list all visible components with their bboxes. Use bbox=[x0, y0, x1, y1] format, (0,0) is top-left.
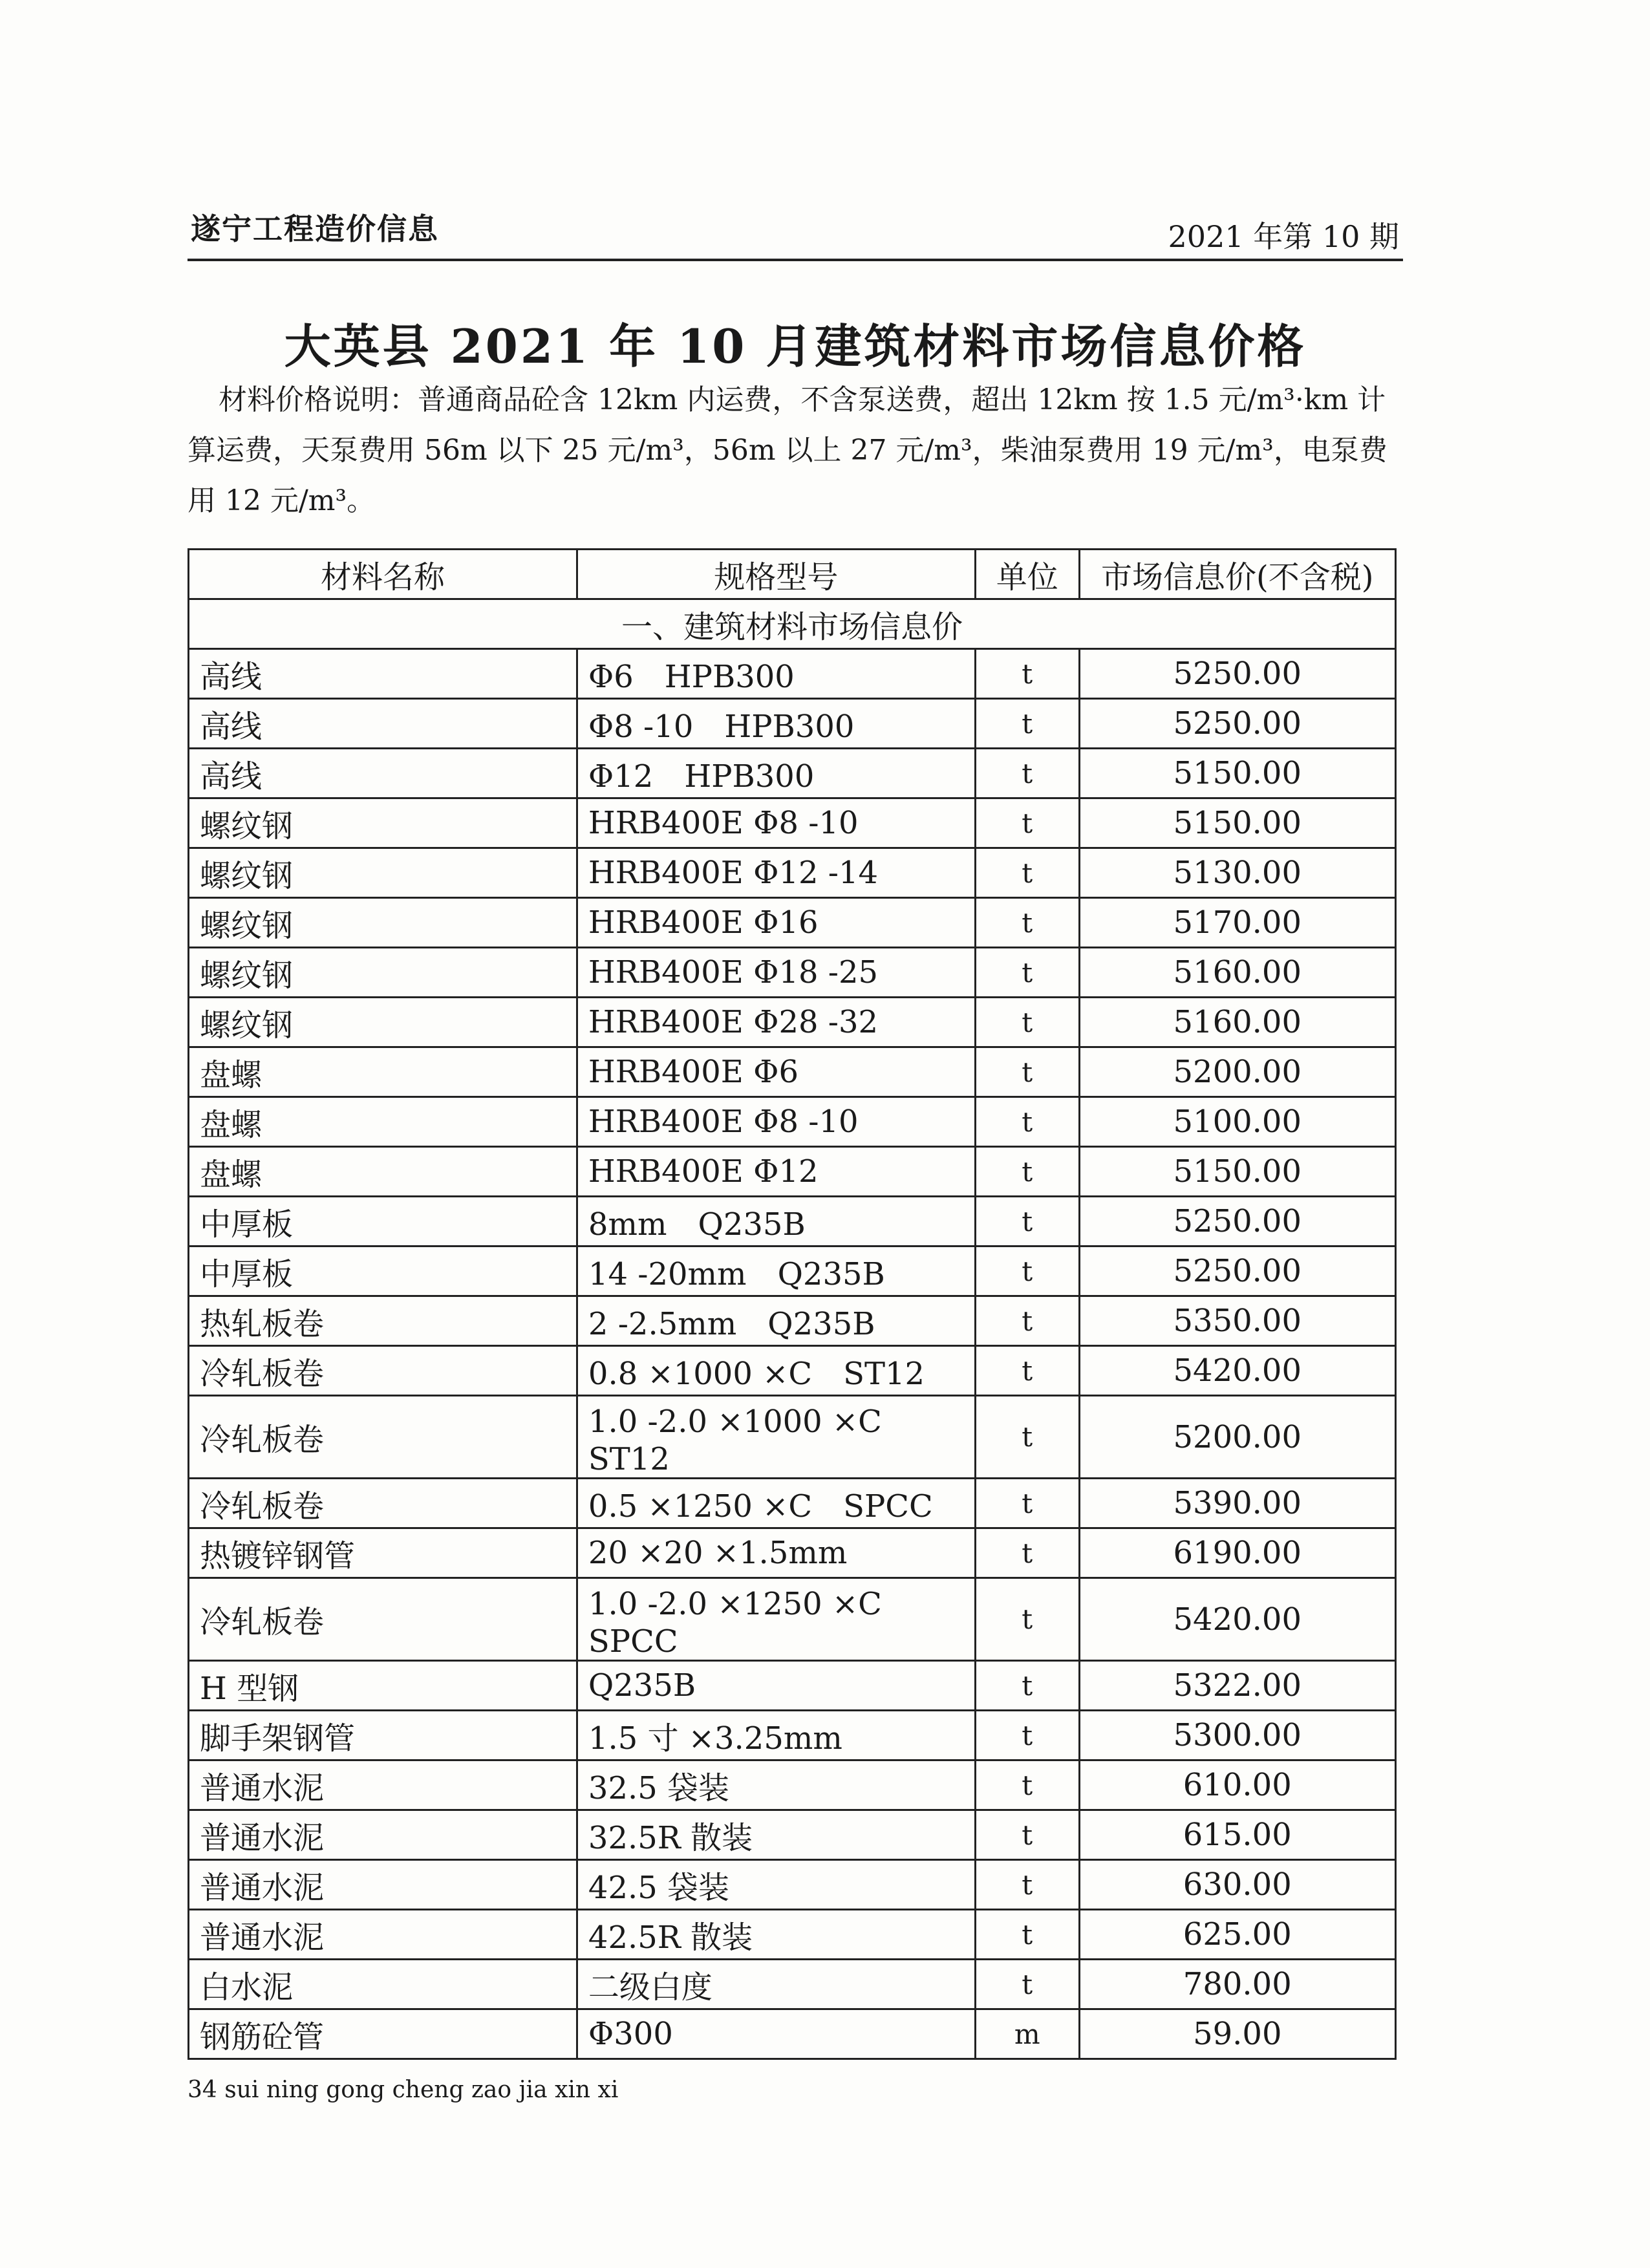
material-price: 625.00 bbox=[1079, 1910, 1395, 1960]
column-header-unit: 单位 bbox=[975, 550, 1079, 599]
material-name: 盘螺 bbox=[189, 1097, 577, 1147]
material-unit: t bbox=[975, 1147, 1079, 1197]
material-price: 5170.00 bbox=[1079, 898, 1395, 948]
material-name: 普通水泥 bbox=[189, 1810, 577, 1860]
material-spec: 2 -2.5mm Q235B bbox=[577, 1296, 975, 1346]
column-header-spec: 规格型号 bbox=[577, 550, 975, 599]
material-price: 5160.00 bbox=[1079, 948, 1395, 998]
table-row bbox=[189, 1147, 1396, 1197]
material-unit: t bbox=[975, 1760, 1079, 1810]
table-row bbox=[189, 1246, 1396, 1296]
table-row bbox=[189, 848, 1396, 898]
price-table bbox=[188, 548, 1397, 2060]
table-row bbox=[189, 1711, 1396, 1760]
material-name: 高线 bbox=[189, 649, 577, 699]
material-unit: t bbox=[975, 649, 1079, 699]
material-name: 盘螺 bbox=[189, 1047, 577, 1097]
material-price: 5300.00 bbox=[1079, 1711, 1395, 1760]
material-spec: Φ6 HPB300 bbox=[577, 649, 975, 699]
material-name: 白水泥 bbox=[189, 1960, 577, 2009]
material-unit: t bbox=[975, 1246, 1079, 1296]
material-price: 5390.00 bbox=[1079, 1479, 1395, 1528]
material-price: 59.00 bbox=[1079, 2009, 1395, 2059]
material-price: 630.00 bbox=[1079, 1860, 1395, 1910]
material-name: 热镀锌钢管 bbox=[189, 1528, 577, 1578]
material-spec: 32.5 袋装 bbox=[577, 1760, 975, 1810]
material-price: 5350.00 bbox=[1079, 1296, 1395, 1346]
table-row bbox=[189, 1296, 1396, 1346]
material-price: 5100.00 bbox=[1079, 1097, 1395, 1147]
material-unit: t bbox=[975, 1810, 1079, 1860]
table-row bbox=[189, 798, 1396, 848]
material-name: 热轧板卷 bbox=[189, 1296, 577, 1346]
material-price: 5420.00 bbox=[1079, 1578, 1395, 1661]
material-spec: HRB400E Φ28 -32 bbox=[577, 998, 975, 1047]
table-row bbox=[189, 1960, 1396, 2009]
material-spec: 1.0 -2.0 ×1250 ×C SPCC bbox=[577, 1578, 975, 1661]
material-name: 普通水泥 bbox=[189, 1760, 577, 1810]
table-header-row bbox=[189, 550, 1396, 599]
material-spec: HRB400E Φ8 -10 bbox=[577, 1097, 975, 1147]
table-row bbox=[189, 1396, 1396, 1479]
material-spec: 32.5R 散装 bbox=[577, 1810, 975, 1860]
material-unit: t bbox=[975, 848, 1079, 898]
material-spec: Φ12 HPB300 bbox=[577, 749, 975, 798]
material-name: 冷轧板卷 bbox=[189, 1346, 577, 1396]
material-spec: 0.5 ×1250 ×C SPCC bbox=[577, 1479, 975, 1528]
material-unit: t bbox=[975, 1661, 1079, 1711]
material-name: 高线 bbox=[189, 699, 577, 749]
material-spec: HRB400E Φ8 -10 bbox=[577, 798, 975, 848]
table-row bbox=[189, 948, 1396, 998]
table-row bbox=[189, 1810, 1396, 1860]
table-row bbox=[189, 1097, 1396, 1147]
material-unit: t bbox=[975, 1396, 1079, 1479]
material-name: 螺纹钢 bbox=[189, 948, 577, 998]
page-title: 大英县 2021 年 10 月建筑材料市场信息价格 bbox=[284, 319, 1307, 374]
material-price: 5150.00 bbox=[1079, 1147, 1395, 1197]
table-row bbox=[189, 1528, 1396, 1578]
material-spec: 20 ×20 ×1.5mm bbox=[577, 1528, 975, 1578]
material-unit: t bbox=[975, 1097, 1079, 1147]
material-spec: HRB400E Φ12 -14 bbox=[577, 848, 975, 898]
material-unit: t bbox=[975, 1479, 1079, 1528]
material-name: 中厚板 bbox=[189, 1197, 577, 1246]
table-row bbox=[189, 1578, 1396, 1661]
table-row bbox=[189, 898, 1396, 948]
header-publication: 遂宁工程造价信息 bbox=[191, 211, 439, 246]
header-issue: 2021 年第 10 期 bbox=[1168, 219, 1399, 254]
material-spec: 8mm Q235B bbox=[577, 1197, 975, 1246]
material-spec: 42.5 袋装 bbox=[577, 1860, 975, 1910]
material-name: 普通水泥 bbox=[189, 1910, 577, 1960]
material-price: 5250.00 bbox=[1079, 699, 1395, 749]
price-note: 材料价格说明：普通商品砼含 12km 内运费，不含泵送费，超出 12km 按 1.5 元/m³·km 计算运费，天泵费用 56m 以下 25 元/m³，56m 以上 27 元/m³，柴油泵费用 19 元/m³，电泵费用 12 元/m³。 bbox=[188, 383, 1388, 517]
material-spec: 0.8 ×1000 ×C ST12 bbox=[577, 1346, 975, 1396]
material-price: 615.00 bbox=[1079, 1810, 1395, 1860]
material-spec: 42.5R 散装 bbox=[577, 1910, 975, 1960]
material-price: 5130.00 bbox=[1079, 848, 1395, 898]
material-spec: 二级白度 bbox=[577, 1960, 975, 2009]
table-row bbox=[189, 699, 1396, 749]
material-unit: t bbox=[975, 1296, 1079, 1346]
material-price: 5250.00 bbox=[1079, 1197, 1395, 1246]
material-name: 脚手架钢管 bbox=[189, 1711, 577, 1760]
material-name: 螺纹钢 bbox=[189, 898, 577, 948]
table-row bbox=[189, 749, 1396, 798]
material-unit: t bbox=[975, 998, 1079, 1047]
table-row bbox=[189, 1197, 1396, 1246]
material-unit: t bbox=[975, 1047, 1079, 1097]
material-price: 780.00 bbox=[1079, 1960, 1395, 2009]
material-unit: t bbox=[975, 699, 1079, 749]
material-name: 螺纹钢 bbox=[189, 998, 577, 1047]
material-unit: t bbox=[975, 1711, 1079, 1760]
material-spec: Q235B bbox=[577, 1661, 975, 1711]
table-row bbox=[189, 1760, 1396, 1810]
material-price: 5250.00 bbox=[1079, 649, 1395, 699]
material-name: 冷轧板卷 bbox=[189, 1578, 577, 1661]
material-unit: t bbox=[975, 798, 1079, 848]
material-unit: t bbox=[975, 1578, 1079, 1661]
material-spec: 1.5 寸 ×3.25mm bbox=[577, 1711, 975, 1760]
material-price: 5200.00 bbox=[1079, 1396, 1395, 1479]
table-row bbox=[189, 998, 1396, 1047]
material-spec: HRB400E Φ12 bbox=[577, 1147, 975, 1197]
material-price: 5160.00 bbox=[1079, 998, 1395, 1047]
table-row bbox=[189, 649, 1396, 699]
material-spec: HRB400E Φ18 -25 bbox=[577, 948, 975, 998]
material-name: 中厚板 bbox=[189, 1246, 577, 1296]
table-row bbox=[189, 1346, 1396, 1396]
section-row bbox=[189, 599, 1396, 649]
material-unit: t bbox=[975, 1910, 1079, 1960]
material-name: 螺纹钢 bbox=[189, 798, 577, 848]
material-spec: Φ300 bbox=[577, 2009, 975, 2059]
material-name: 普通水泥 bbox=[189, 1860, 577, 1910]
material-name: 冷轧板卷 bbox=[189, 1479, 577, 1528]
material-price: 5420.00 bbox=[1079, 1346, 1395, 1396]
material-unit: t bbox=[975, 1960, 1079, 2009]
material-spec: 14 -20mm Q235B bbox=[577, 1246, 975, 1296]
material-price: 5150.00 bbox=[1079, 798, 1395, 848]
header-rule bbox=[188, 259, 1403, 261]
material-spec: HRB400E Φ16 bbox=[577, 898, 975, 948]
material-unit: t bbox=[975, 1860, 1079, 1910]
material-name: 螺纹钢 bbox=[189, 848, 577, 898]
table-row bbox=[189, 1479, 1396, 1528]
column-header-price: 市场信息价(不含税) bbox=[1079, 550, 1395, 599]
material-unit: t bbox=[975, 1528, 1079, 1578]
column-header-name: 材料名称 bbox=[189, 550, 577, 599]
material-unit: m bbox=[975, 2009, 1079, 2059]
table-row bbox=[189, 1661, 1396, 1711]
material-price: 5250.00 bbox=[1079, 1246, 1395, 1296]
material-name: 钢筋砼管 bbox=[189, 2009, 577, 2059]
material-name: H 型钢 bbox=[189, 1661, 577, 1711]
material-spec: HRB400E Φ6 bbox=[577, 1047, 975, 1097]
material-price: 5150.00 bbox=[1079, 749, 1395, 798]
page-footer: 34 sui ning gong cheng zao jia xin xi bbox=[188, 2077, 619, 2103]
material-unit: t bbox=[975, 749, 1079, 798]
material-unit: t bbox=[975, 898, 1079, 948]
material-spec: 1.0 -2.0 ×1000 ×C ST12 bbox=[577, 1396, 975, 1479]
material-price: 5200.00 bbox=[1079, 1047, 1395, 1097]
table-row bbox=[189, 1910, 1396, 1960]
section-title: 一、建筑材料市场信息价 bbox=[189, 599, 1396, 649]
material-name: 盘螺 bbox=[189, 1147, 577, 1197]
material-name: 高线 bbox=[189, 749, 577, 798]
material-unit: t bbox=[975, 1197, 1079, 1246]
material-unit: t bbox=[975, 1346, 1079, 1396]
material-price: 610.00 bbox=[1079, 1760, 1395, 1810]
material-name: 冷轧板卷 bbox=[189, 1396, 577, 1479]
table-row bbox=[189, 1047, 1396, 1097]
table-row bbox=[189, 1860, 1396, 1910]
table-row bbox=[189, 2009, 1396, 2059]
material-price: 5322.00 bbox=[1079, 1661, 1395, 1711]
material-price: 6190.00 bbox=[1079, 1528, 1395, 1578]
material-spec: Φ8 -10 HPB300 bbox=[577, 699, 975, 749]
material-unit: t bbox=[975, 948, 1079, 998]
